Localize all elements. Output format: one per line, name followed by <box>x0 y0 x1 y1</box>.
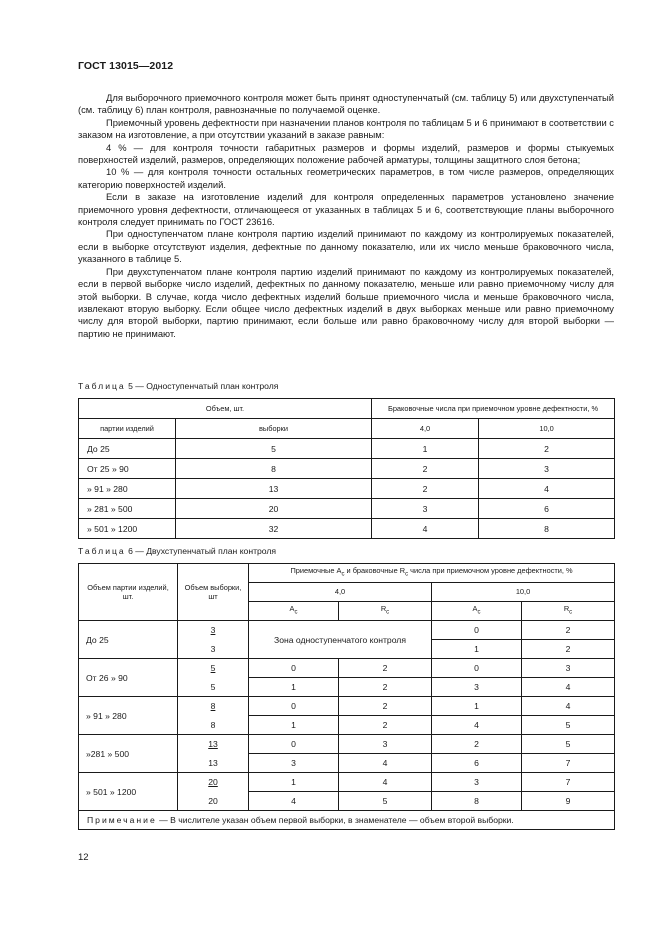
table6-sample-second: 8 <box>178 716 249 735</box>
table5-value: 3 <box>479 459 615 479</box>
table6-header-numbers-a: Приемочные A <box>290 566 342 576</box>
table6-value: 4 <box>249 792 339 811</box>
table5-lot: » 281 » 500 <box>79 499 176 519</box>
paragraph: Если в заказе на изготовление изделий для контроля определенных параметров установлено значение приемочного уровня дефектности, отличающееся от указанных в таблицах 5 и 6, соответствующие планы выборочного контроля следует принимать по ГОСТ 23616. <box>78 191 614 228</box>
table6-value: 4 <box>339 754 432 773</box>
table6-value: 3 <box>432 678 522 697</box>
sample-numerator: 3 <box>210 625 216 636</box>
table-row <box>79 773 615 792</box>
table5-sample: 32 <box>176 519 372 539</box>
table-row <box>79 659 615 678</box>
table6-value: 9 <box>522 792 615 811</box>
table6-sample-second: 5 <box>178 678 249 697</box>
table5-sample: 20 <box>176 499 372 519</box>
table6-header-numbers <box>249 564 615 583</box>
table6-value: 1 <box>432 697 522 716</box>
table-row <box>79 459 615 479</box>
table6-value: 7 <box>522 754 615 773</box>
table5-caption-word: Таблица <box>78 381 126 391</box>
table5-header-volume: Объем, шт. <box>79 399 372 419</box>
table6-header-numbers-r: и браковочные R <box>344 566 406 576</box>
subscript: c <box>405 571 409 578</box>
table6-single-stage-zone: Зона одноступенчатого контроля <box>249 621 432 659</box>
table6-value: 6 <box>432 754 522 773</box>
table-row <box>79 479 615 499</box>
table6-value: 2 <box>522 621 615 640</box>
table6-value: 3 <box>522 659 615 678</box>
table5-header-reject-numbers: Браковочные числа при приемочном уровне дефектности, % <box>372 399 615 419</box>
ac-label: A <box>472 604 478 614</box>
table6-value: 7 <box>522 773 615 792</box>
table6-header-numbers-rest: числа при приемочном уровне дефектности, % <box>408 566 573 576</box>
table5-caption-text: 5 — Одноступенчатый план контроля <box>125 381 279 391</box>
subscript: c <box>341 571 345 578</box>
table5-sample: 13 <box>176 479 372 499</box>
sample-numerator: 5 <box>210 663 216 674</box>
table6-note <box>79 811 615 830</box>
table6-value: 4 <box>522 678 615 697</box>
subscript: c <box>569 609 573 616</box>
table6-value: 1 <box>249 773 339 792</box>
table6-value: 3 <box>249 754 339 773</box>
note-text: — В числителе указан объем первой выборки, в знаменателе — объем второй выборки. <box>156 815 514 825</box>
table5-caption <box>78 381 278 391</box>
table6-sample-first <box>178 773 249 792</box>
subscript: c <box>386 609 390 616</box>
table6-value: 2 <box>432 735 522 754</box>
table-row <box>79 697 615 716</box>
table6-value: 3 <box>339 735 432 754</box>
note-word: Примечание <box>87 815 157 825</box>
table6-sample-first <box>178 659 249 678</box>
table6-header-lot-volume: Объем партии изделий, шт. <box>79 564 178 621</box>
page-number: 12 <box>78 852 89 863</box>
table5-value: 4 <box>479 479 615 499</box>
table5-header-aql1: 4,0 <box>372 419 479 439</box>
table6-header-sample-volume: Объем выборки, шт <box>178 564 249 621</box>
paragraph: 10 % — для контроля точности остальных геометрических параметров, в том числе размеров, определяющих категорию поверхностей изделий. <box>78 166 614 190</box>
table-row <box>79 621 615 640</box>
table6-value: 4 <box>522 697 615 716</box>
table6-sample-first <box>178 697 249 716</box>
table5-lot: До 25 <box>79 439 176 459</box>
table5-value: 2 <box>372 459 479 479</box>
table6-header-rc <box>522 602 615 621</box>
table6-value: 2 <box>339 697 432 716</box>
table5-value: 3 <box>372 499 479 519</box>
table-row <box>79 519 615 539</box>
table6-value: 4 <box>339 773 432 792</box>
subscript: c <box>477 609 481 616</box>
table6-header-ac <box>249 602 339 621</box>
table6-sample-second: 20 <box>178 792 249 811</box>
table6-value: 0 <box>249 735 339 754</box>
table6-header-rc <box>339 602 432 621</box>
table6-sample-second: 13 <box>178 754 249 773</box>
table-row <box>79 735 615 754</box>
table6-lot: » 91 » 280 <box>79 697 178 735</box>
table6-value: 5 <box>522 735 615 754</box>
table-row <box>79 439 615 459</box>
table5-value: 2 <box>372 479 479 499</box>
table6-value: 0 <box>432 659 522 678</box>
document-header: ГОСТ 13015—2012 <box>78 60 174 72</box>
table5-sample: 8 <box>176 459 372 479</box>
table5-value: 1 <box>372 439 479 459</box>
table6-caption <box>78 546 276 556</box>
table5-value: 8 <box>479 519 615 539</box>
table6-value: 4 <box>432 716 522 735</box>
table-row <box>79 499 615 519</box>
table5-lot: » 91 » 280 <box>79 479 176 499</box>
table5-header-lot: партии изделий <box>79 419 176 439</box>
rc-label: R <box>563 604 570 614</box>
table5-header-sample: выборки <box>176 419 372 439</box>
paragraph: 4 % — для контроля точности габаритных размеров и формы изделий, размеров и формы стыкуемых поверхностей изделий, размеров, определяющих положение рабочей арматуры, толщины защитного слоя бетона; <box>78 141 614 166</box>
table6-value: 2 <box>339 659 432 678</box>
table6-value: 5 <box>522 716 615 735</box>
table6-caption-text: 6 — Двухступенчатый план контроля <box>125 546 277 556</box>
table6-lot: » 501 » 1200 <box>79 773 178 811</box>
table5-value: 4 <box>372 519 479 539</box>
table5-value: 6 <box>479 499 615 519</box>
table5-sample: 5 <box>176 439 372 459</box>
table6-value: 0 <box>249 659 339 678</box>
table5-lot: » 501 » 1200 <box>79 519 176 539</box>
table6-value: 0 <box>249 697 339 716</box>
table6-caption-word: Таблица <box>78 546 126 556</box>
table6-header-aql2: 10,0 <box>432 583 615 602</box>
rc-label: R <box>380 604 387 614</box>
ac-label: A <box>289 604 295 614</box>
table6-value: 1 <box>249 678 339 697</box>
table6-lot: От 26 » 90 <box>79 659 178 697</box>
paragraph: При двухступенчатом плане контроля партию изделий принимают по каждому из контролируемых показателей, если в первой выборке число изделий, дефектных по данному показателю, меньше или равно приемочному числу для этой выборки. В случае, когда число дефектных изделий больше приемочного числа и меньше браковочного числа, извлекают вторую выборку. Если общее число дефектных изделий в двух выборках меньше или равно приемочному числу для второй выборки, партию принимают, если больше или равно браковочному числу для второй выборки — партию не принимают. <box>78 265 614 339</box>
subscript: c <box>294 609 298 616</box>
table6-sample-second: 3 <box>178 640 249 659</box>
paragraph: Для выборочного приемочного контроля может быть принят одноступенчатый (см. таблицу 5) или двухступенчатый (см. таблицу 6) план контроля, равнозначные по получаемой оценке. <box>78 92 614 116</box>
table6-value: 8 <box>432 792 522 811</box>
table6-sample-first <box>178 735 249 754</box>
table6-header-aql1: 4,0 <box>249 583 432 602</box>
paragraph: При одноступенчатом плане контроля партию изделий принимают по каждому из контролируемых показателей, если в выборке отсутствуют изделия, дефектные по данному показателю, или их число меньше браковочного числа, указанного в таблице 5. <box>78 228 614 265</box>
table6-value: 2 <box>522 640 615 659</box>
table6-value: 2 <box>339 678 432 697</box>
table6-note-row <box>79 811 615 830</box>
body-text <box>78 92 614 340</box>
table6-value: 3 <box>432 773 522 792</box>
table6-value: 5 <box>339 792 432 811</box>
sample-numerator: 13 <box>208 739 218 750</box>
sample-numerator: 20 <box>208 777 218 788</box>
table5-header-aql2: 10,0 <box>479 419 615 439</box>
table6-value: 2 <box>339 716 432 735</box>
table5-value: 2 <box>479 439 615 459</box>
table6-sample-first <box>178 621 249 640</box>
table6-lot: »281 » 500 <box>79 735 178 773</box>
table5-lot: От 25 » 90 <box>79 459 176 479</box>
table5 <box>78 398 615 539</box>
table6-value: 1 <box>249 716 339 735</box>
paragraph: Приемочный уровень дефектности при назначении планов контроля по таблицам 5 и 6 принимают в соответствии с заказом на изготовление, а при отсутствии указаний в заказе равным: <box>78 116 614 141</box>
table6-value: 0 <box>432 621 522 640</box>
sample-numerator: 8 <box>210 701 216 712</box>
table6-lot: До 25 <box>79 621 178 659</box>
table6-header-ac <box>432 602 522 621</box>
table6 <box>78 563 615 830</box>
table6-value: 1 <box>432 640 522 659</box>
